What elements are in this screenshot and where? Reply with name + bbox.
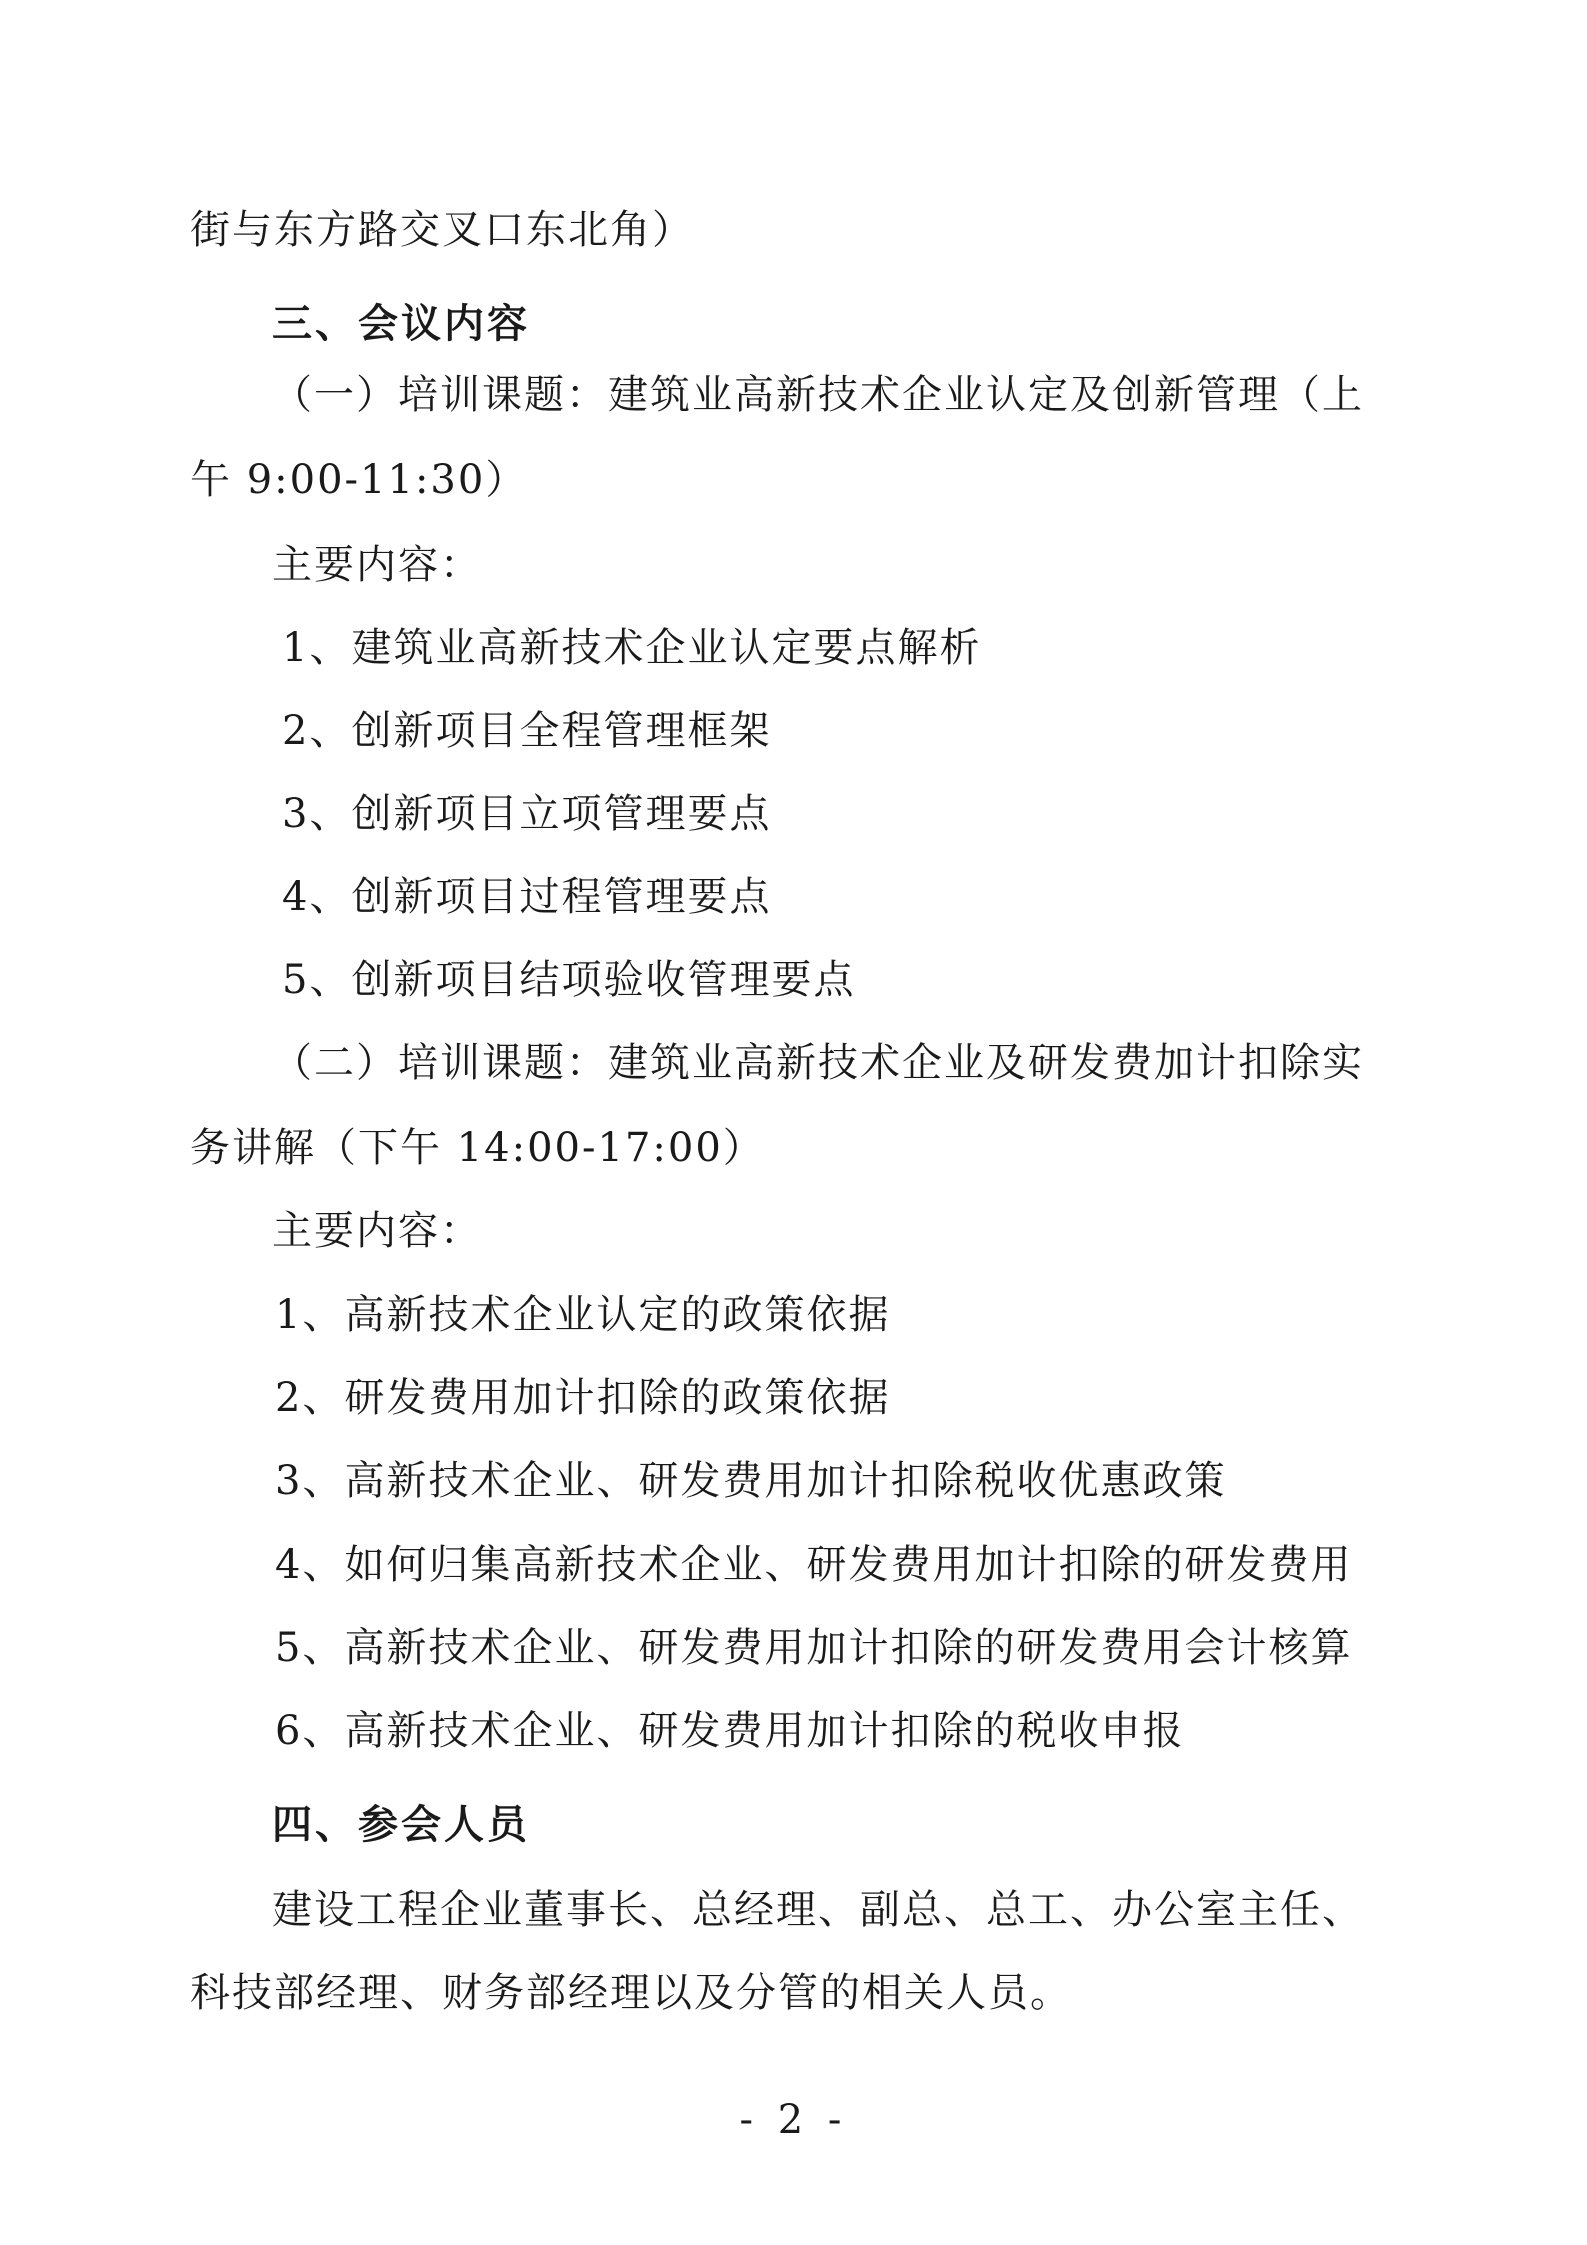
section-heading-meeting-content: 三、会议内容 (272, 301, 530, 347)
page-number: - 2 - (739, 2097, 848, 2143)
topic2-item: 1、高新技术企业认定的政策依据 (275, 1292, 891, 1338)
continuation-text: 街与东方路交叉口东北角） (190, 207, 694, 253)
topic2-item: 3、高新技术企业、研发费用加计扣除税收优惠政策 (275, 1458, 1227, 1504)
topic1-item: 1、建筑业高新技术企业认定要点解析 (282, 625, 982, 671)
topic2-title-line1: （二）培训课题：建筑业高新技术企业及研发费加计扣除实 (272, 1040, 1364, 1086)
topic2-item: 4、如何归集高新技术企业、研发费用加计扣除的研发费用 (275, 1542, 1353, 1588)
topic1-item: 3、创新项目立项管理要点 (282, 791, 772, 837)
topic1-title-line1: （一）培训课题：建筑业高新技术企业认定及创新管理（上 (272, 372, 1364, 418)
topic2-item: 6、高新技术企业、研发费用加计扣除的税收申报 (275, 1708, 1185, 1754)
topic2-title-line2: 务讲解（下午 14:00-17:00） (190, 1125, 765, 1171)
topic2-item: 2、研发费用加计扣除的政策依据 (275, 1375, 891, 1421)
topic2-content-label: 主要内容： (272, 1208, 482, 1254)
topic2-item: 5、高新技术企业、研发费用加计扣除的研发费用会计核算 (275, 1625, 1353, 1671)
topic1-content-label: 主要内容： (272, 542, 482, 588)
attendees-text-line1: 建设工程企业董事长、总经理、副总、总工、办公室主任、 (272, 1887, 1364, 1933)
section-heading-attendees: 四、参会人员 (272, 1802, 530, 1848)
topic1-item: 5、创新项目结项验收管理要点 (282, 957, 856, 1003)
topic1-item: 4、创新项目过程管理要点 (282, 874, 772, 920)
topic1-item: 2、创新项目全程管理框架 (282, 708, 772, 754)
attendees-text-line2: 科技部经理、财务部经理以及分管的相关人员。 (190, 1970, 1072, 2016)
topic1-title-line2: 午 9:00-11:30） (190, 457, 528, 503)
